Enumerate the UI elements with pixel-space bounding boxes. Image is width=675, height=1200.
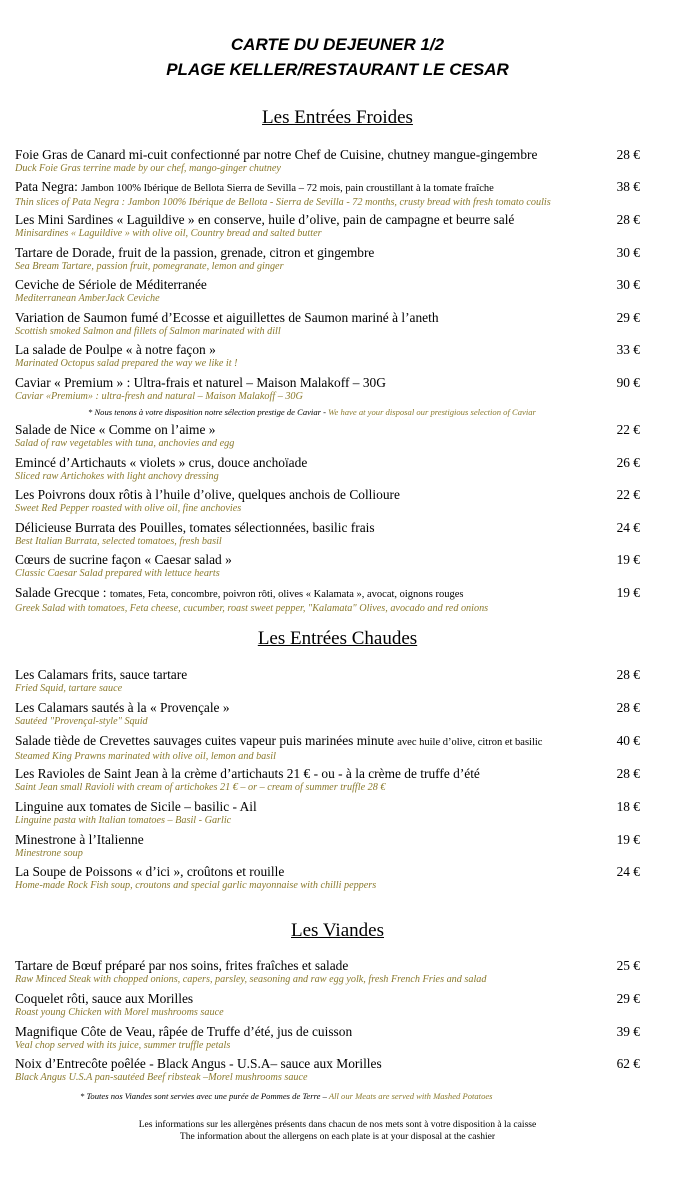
menu-item-price: 24 € <box>616 520 640 535</box>
menu-item-name <box>15 179 605 197</box>
menu-item-price: 29 € <box>616 310 640 325</box>
menu-item <box>15 585 640 615</box>
menu-item-price: 40 € <box>616 733 640 748</box>
menu-item-translation: Linguine pasta with Italian tomatoes – Basil - Garlic <box>15 815 232 826</box>
menu-item-name <box>15 991 605 1007</box>
menu-item <box>15 1056 640 1084</box>
menu-item-name-main: Les Ravioles de Saint Jean à la crème d’artichauts 21 € - ou - à la crème de truffe d’été <box>15 766 480 781</box>
restaurant-name: PLAGE KELLER/RESTAURANT LE CESAR <box>166 60 509 79</box>
menu-item-name-main: Les Calamars sautés à la « Provençale » <box>15 700 230 715</box>
menu-item-name <box>15 520 605 536</box>
menu-item-translation: Duck Foie Gras terrine made by our chef, mango-ginger chutney <box>15 163 281 174</box>
menu-item-name <box>15 277 605 293</box>
caviar-note-en: We have at your disposal our prestigious selection of Caviar <box>328 407 536 417</box>
menu-item-name-main: Minestrone à l’Italienne <box>15 832 144 847</box>
menu-item-name-main: Salade de Nice « Comme on l’aime » <box>15 422 216 437</box>
menu-item-name-main: Ceviche de Sériole de Méditerranée <box>15 277 207 292</box>
menu-item-translation: Roast young Chicken with Morel mushrooms sauce <box>15 1007 224 1018</box>
menu-item-name <box>15 310 605 326</box>
menu-item-name-main: Les Mini Sardines « Laguildive » en conserve, huile d’olive, pain de campagne et beurre salé <box>15 212 515 227</box>
section-title-entrees-chaudes: Les Entrées Chaudes <box>257 628 418 649</box>
menu-item-name <box>15 864 605 880</box>
menu-item-name-main: Variation de Saumon fumé d’Ecosse et aiguillettes de Saumon mariné à l’aneth <box>15 310 439 325</box>
menu-item-translation: Mediterranean AmberJack Ceviche <box>15 293 160 304</box>
menu-item-name <box>15 212 605 228</box>
menu-item-price: 28 € <box>616 212 640 227</box>
menu-item-name <box>15 667 605 683</box>
menu-item-price: 38 € <box>616 179 640 194</box>
menu-item-price: 90 € <box>616 375 640 390</box>
menu-item <box>15 991 640 1019</box>
menu-item <box>15 733 640 763</box>
menu-item <box>15 342 640 370</box>
menu-title: CARTE DU DEJEUNER 1/2 <box>230 35 445 54</box>
menu-item-price: 22 € <box>616 422 640 437</box>
menu-item <box>15 958 640 986</box>
menu-item-name-main: Délicieuse Burrata des Pouilles, tomates sélectionnées, basilic frais <box>15 520 375 535</box>
menu-item-price: 25 € <box>616 958 640 973</box>
menu-item-translation: Sautéed "Provençal-style" Squid <box>15 716 148 727</box>
menu-item-name-main: Cœurs de sucrine façon « Caesar salad » <box>15 552 232 567</box>
menu-item-name-main: Tartare de Bœuf préparé par nos soins, frites fraîches et salade <box>15 958 349 973</box>
menu-item-price: 19 € <box>616 585 640 600</box>
menu-item-name-main: Emincé d’Artichauts « violets » crus, douce anchoïade <box>15 455 308 470</box>
menu-item-translation: Thin slices of Pata Negra : Jambon 100% Ibérique de Bellota - Sierra de Sevilla - 72 months, crusty bread with fresh tomato coulis <box>15 197 551 208</box>
menu-item-name <box>15 766 605 782</box>
menu-item <box>15 179 640 209</box>
menu-item-name <box>15 375 605 391</box>
menu-item-name-main: Les Calamars frits, sauce tartare <box>15 667 188 682</box>
menu-item-name <box>15 958 605 974</box>
menu-item-translation: Marinated Octopus salad prepared the way we like it ! <box>15 358 238 369</box>
menu-item-price: 19 € <box>616 832 640 847</box>
menu-item <box>15 1024 640 1052</box>
menu-item-translation: Caviar «Premium» : ultra-fresh and natural – Maison Malakoff – 30G <box>15 391 303 402</box>
menu-item-translation: Black Angus U.S.A pan-sautéed Beef ribsteak –Morel mushrooms sauce <box>15 1072 308 1083</box>
menu-item-name <box>15 342 605 358</box>
menu-item <box>15 422 640 450</box>
menu-item <box>15 147 640 175</box>
menu-item-price: 28 € <box>616 147 640 162</box>
menu-item-name <box>15 733 605 751</box>
menu-item-translation: Best Italian Burrata, selected tomatoes, fresh basil <box>15 536 222 547</box>
menu-item-name-main: Noix d’Entrecôte poêlée - Black Angus - U.S.A– sauce aux Morilles <box>15 1056 382 1071</box>
menu-item-name <box>15 245 605 261</box>
menu-item-price: 39 € <box>616 1024 640 1039</box>
menu-item <box>15 455 640 483</box>
menu-item-name-main: Caviar « Premium » : Ultra-frais et naturel – Maison Malakoff – 30G <box>15 375 386 390</box>
menu-item-price: 30 € <box>616 277 640 292</box>
menu-item-translation: Steamed King Prawns marinated with olive oil, lemon and basil <box>15 751 276 762</box>
meats-note <box>80 1091 493 1102</box>
menu-item-translation: Scottish smoked Salmon and fillets of Salmon marinated with dill <box>15 326 281 337</box>
menu-item <box>15 277 640 305</box>
menu-item-translation: Fried Squid, tartare sauce <box>15 683 123 694</box>
menu-item <box>15 487 640 515</box>
menu-item-name <box>15 552 605 568</box>
menu-item <box>15 245 640 273</box>
menu-item-price: 24 € <box>616 864 640 879</box>
menu-item-price: 26 € <box>616 455 640 470</box>
menu-item-name-main: La salade de Poulpe « à notre façon » <box>15 342 216 357</box>
menu-item-translation: Salad of raw vegetables with tuna, anchovies and egg <box>15 438 235 449</box>
caviar-note <box>88 407 536 418</box>
menu-item <box>15 832 640 860</box>
section-title-viandes: Les Viandes <box>291 920 384 941</box>
meats-note-en: All our Meats are served with Mashed Potatoes <box>328 1091 493 1101</box>
menu-item-name <box>15 487 605 503</box>
menu-item-name <box>15 799 605 815</box>
menu-item-translation: Saint Jean small Ravioli with cream of artichokes 21 € – or – cream of summer truffle 28 € <box>15 782 386 793</box>
menu-item <box>15 520 640 548</box>
menu-item <box>15 212 640 240</box>
menu-item-name-main: Les Poivrons doux rôtis à l’huile d’olive, quelques anchois de Collioure <box>15 487 400 502</box>
menu-item-name <box>15 585 605 603</box>
menu-item-price: 30 € <box>616 245 640 260</box>
menu-item-price: 28 € <box>616 766 640 781</box>
menu-item-price: 29 € <box>616 991 640 1006</box>
menu-item <box>15 799 640 827</box>
menu-item-price: 18 € <box>616 799 640 814</box>
meats-note-fr: * Toutes nos Viandes sont servies avec une purée de Pommes de Terre – <box>80 1091 329 1101</box>
menu-item <box>15 667 640 695</box>
menu-item-price: 19 € <box>616 552 640 567</box>
menu-item-name-detail: Jambon 100% Ibérique de Bellota Sierra de Sevilla – 72 mois, pain croustillant à la tomate fraîche <box>81 183 494 194</box>
menu-item-name <box>15 1024 605 1040</box>
menu-item-translation: Classic Caesar Salad prepared with lettuce hearts <box>15 568 220 579</box>
menu-item-name-main: Foie Gras de Canard mi-cuit confectionné par notre Chef de Cuisine, chutney mangue-gingembre <box>15 147 538 162</box>
menu-item-name <box>15 1056 605 1072</box>
menu-item-name-main: La Soupe de Poissons « d’ici », croûtons et rouille <box>15 864 285 879</box>
allergen-note-en: The information about the allergens on each plate is at your disposal at the cashier <box>179 1131 496 1142</box>
menu-item-name-detail: tomates, Feta, concombre, poivron rôti, olives « Kalamata », avocat, oignons rouges <box>109 589 464 600</box>
menu-item-name <box>15 700 605 716</box>
menu-item-translation: Veal chop served with its juice, summer truffle petals <box>15 1040 231 1051</box>
menu-item <box>15 552 640 580</box>
menu-item-translation: Minisardines « Laguildive » with olive oil, Country bread and salted butter <box>15 228 322 239</box>
menu-item-name-main: Tartare de Dorade, fruit de la passion, grenade, citron et gingembre <box>15 245 375 260</box>
menu-item-price: 28 € <box>616 700 640 715</box>
menu-item-translation: Sliced raw Artichokes with light anchovy dressing <box>15 471 219 482</box>
menu-item-name-main: Salade Grecque : <box>15 585 110 600</box>
menu-item-name <box>15 455 605 471</box>
menu-item-translation: Raw Minced Steak with chopped onions, capers, parsley, seasoning and raw egg yolk, fresh French Fries and salad <box>15 974 487 985</box>
menu-item-name-detail: avec huile d’olive, citron et basilic <box>397 737 543 748</box>
menu-item-price: 22 € <box>616 487 640 502</box>
menu-item-name-main: Salade tiède de Crevettes sauvages cuites vapeur puis marinées minute <box>15 733 398 748</box>
menu-item-name-main: Coquelet rôti, sauce aux Morilles <box>15 991 194 1006</box>
menu-item-translation: Greek Salad with tomatoes, Feta cheese, cucumber, roast sweet pepper, "Kalamata" Olives, avocado and red onions <box>15 603 489 614</box>
menu-item-name-main: Linguine aux tomates de Sicile – basilic - Ail <box>15 799 257 814</box>
menu-item-name <box>15 422 605 438</box>
menu-item-name-main: Magnifique Côte de Veau, râpée de Truffe d’été, jus de cuisson <box>15 1024 353 1039</box>
menu-item <box>15 700 640 728</box>
menu-item <box>15 766 640 794</box>
menu-item-name-main: Pata Negra: <box>15 179 82 194</box>
menu-item-price: 33 € <box>616 342 640 357</box>
menu-item-name <box>15 147 605 163</box>
menu-item-price: 28 € <box>616 667 640 682</box>
menu-item <box>15 864 640 892</box>
menu-item <box>15 310 640 338</box>
allergen-note-fr: Les informations sur les allergènes présents dans chacun de nos mets sont à votre disposition à la caisse <box>138 1119 537 1130</box>
section-title-entrees-froides: Les Entrées Froides <box>262 107 413 128</box>
menu-item-price: 62 € <box>616 1056 640 1071</box>
menu-item-translation: Home-made Rock Fish soup, croutons and special garlic mayonnaise with chilli peppers <box>15 880 377 891</box>
menu-item-translation: Sweet Red Pepper roasted with olive oil, fine anchovies <box>15 503 242 514</box>
menu-item <box>15 375 640 403</box>
caviar-note-fr: * Nous tenons à votre disposition notre sélection prestige de Caviar - <box>88 407 329 417</box>
menu-item-translation: Minestrone soup <box>15 848 83 859</box>
menu-item-name <box>15 832 605 848</box>
menu-item-translation: Sea Bream Tartare, passion fruit, pomegranate, lemon and ginger <box>15 261 284 272</box>
